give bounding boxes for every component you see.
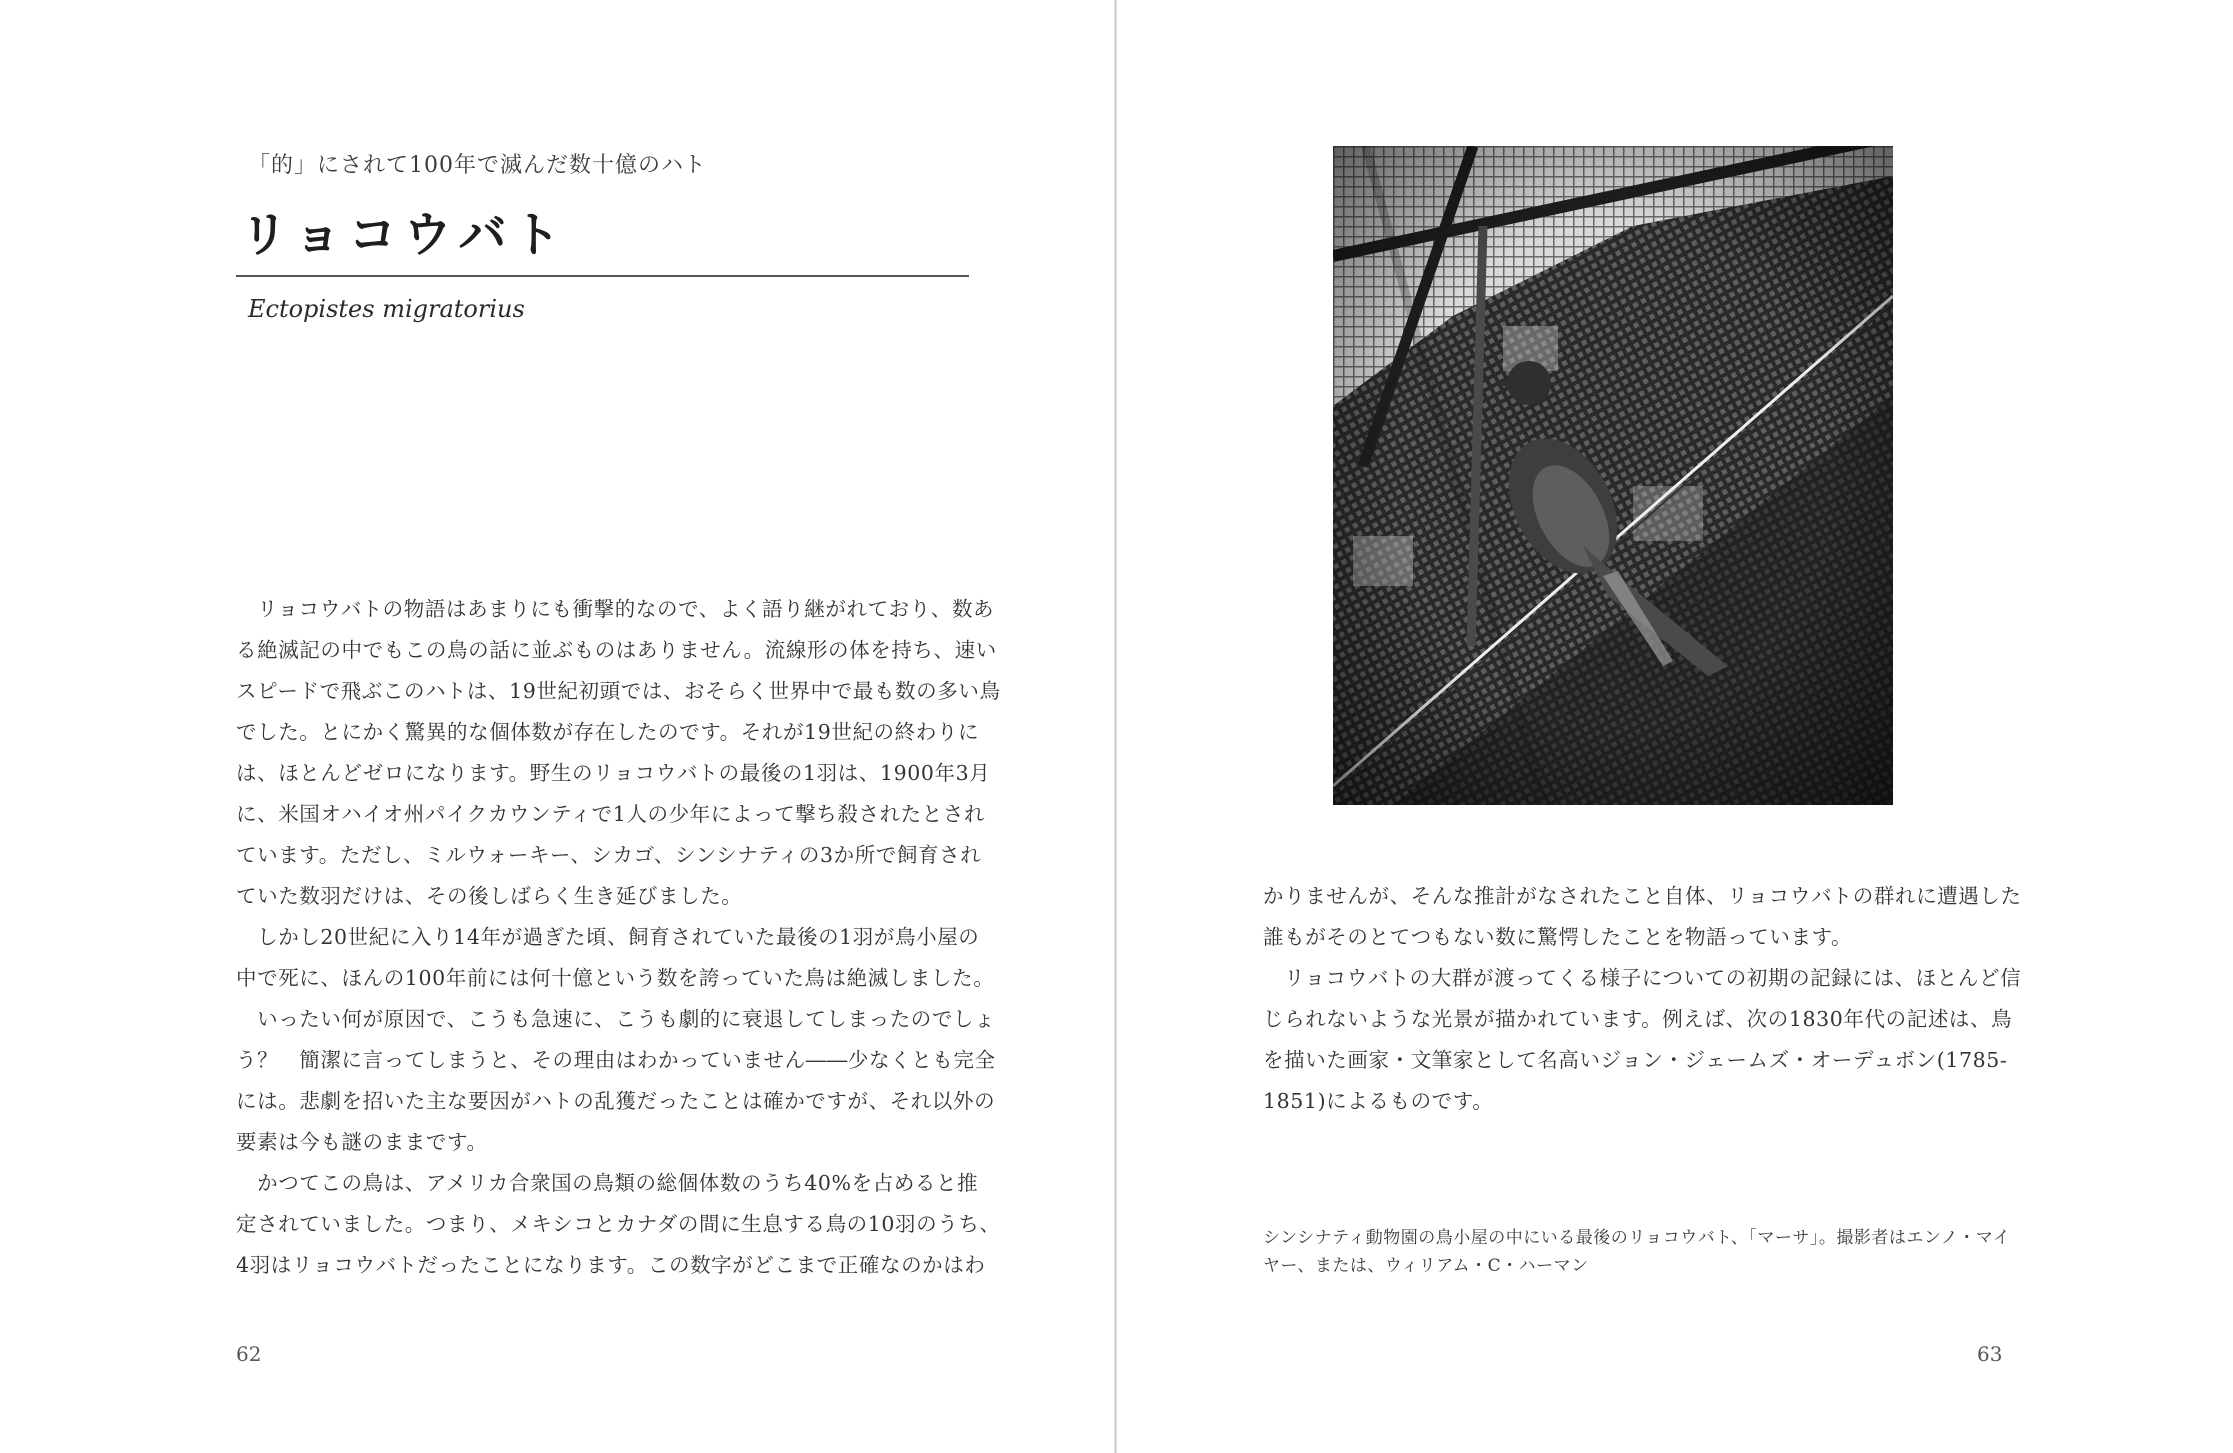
caption-line: シンシナティ動物園の鳥小屋の中にいる最後のリョコウバト、「マーサ」。撮影者はエンノ・マイ: [1263, 1228, 2011, 1248]
page-number-left: 62: [236, 1342, 262, 1366]
body-line: しかし20世紀に入り14年が過ぎた頃、飼育されていた最後の1羽が鳥小屋の: [236, 925, 980, 949]
page-number-right: 63: [1977, 1342, 2003, 1366]
body-line: は、ほとんどゼロになります。野生のリョコウバトの最後の1羽は、1900年3月: [236, 761, 991, 785]
title-divider: [236, 275, 969, 277]
body-line: 誰もがそのとてつもない数に驚愕したことを物語っています。: [1263, 925, 1853, 949]
body-line: ていた数羽だけは、その後しばらく生き延びました。: [236, 884, 743, 908]
body-line: う？ 簡潔に言ってしまうと、その理由はわかっていません――少なくとも完全: [236, 1048, 996, 1072]
body-line: スピードで飛ぶこのハトは、19世紀初頭では、おそらく世界中で最も数の多い鳥: [236, 679, 1001, 703]
body-line: リョコウバトの物語はあまりにも衝撃的なので、よく語り継がれており、数あ: [236, 597, 995, 621]
body-line: には。悲劇を招いた主な要因がハトの乱獲だったことは確かですが、それ以外の: [236, 1089, 996, 1113]
body-line: かつてこの鳥は、アメリカ合衆国の鳥類の総個体数のうち40%を占めると推: [236, 1171, 979, 1195]
body-line: 4羽はリョコウバトだったことになります。この数字がどこまで正確なのかはわ: [236, 1253, 986, 1277]
caption-line: ヤー、または、ウィリアム・C・ハーマン: [1263, 1256, 1589, 1276]
chapter-title: リョコウバト: [240, 207, 568, 263]
body-line: じられないような光景が描かれています。例えば、次の1830年代の記述は、鳥: [1263, 1007, 2013, 1031]
left-page: [0, 0, 1114, 1453]
body-line: いったい何が原因で、こうも急速に、こうも劇的に衰退してしまったのでしょ: [236, 1007, 996, 1031]
chapter-subtitle: 「的」にされて100年で滅んだ数十億のハト: [248, 153, 707, 178]
body-line: 中で死に、ほんの100年前には何十億という数を誇っていた鳥は絶滅しました。: [236, 966, 995, 990]
body-line: ています。ただし、ミルウォーキー、シカゴ、シンシナティの3か所で飼育され: [236, 843, 982, 867]
body-line: る絶滅記の中でもこの鳥の話に並ぶものはありません。流線形の体を持ち、速い: [236, 638, 997, 662]
body-line: リョコウバトの大群が渡ってくる様子についての初期の記録には、ほとんど信: [1263, 966, 2022, 990]
body-line: を描いた画家・文筆家として名高いジョン・ジェームズ・オーデュボン(1785-: [1263, 1048, 2008, 1072]
body-line: 要素は今も謎のままです。: [236, 1130, 488, 1154]
left-body-text: [236, 589, 1001, 1286]
right-body-text: [1263, 876, 2022, 1122]
body-line: 定されていました。つまり、メキシコとカナダの間に生息する鳥の10羽のうち、: [236, 1212, 1001, 1236]
body-line: でした。とにかく驚異的な個体数が存在したのです。それが19世紀の終わりに: [236, 720, 980, 744]
body-line: かりませんが、そんな推計がなされたこと自体、リョコウバトの群れに遭遇した: [1263, 884, 2022, 908]
body-line: に、米国オハイオ州パイクカウンティで1人の少年によって撃ち殺されたとされ: [236, 802, 986, 826]
passenger-pigeon-photo: [1333, 146, 1893, 805]
photo-caption: [1263, 1224, 2011, 1280]
scientific-name: Ectopistes migratorius: [248, 295, 525, 323]
body-line: 1851)によるものです。: [1263, 1089, 1494, 1113]
